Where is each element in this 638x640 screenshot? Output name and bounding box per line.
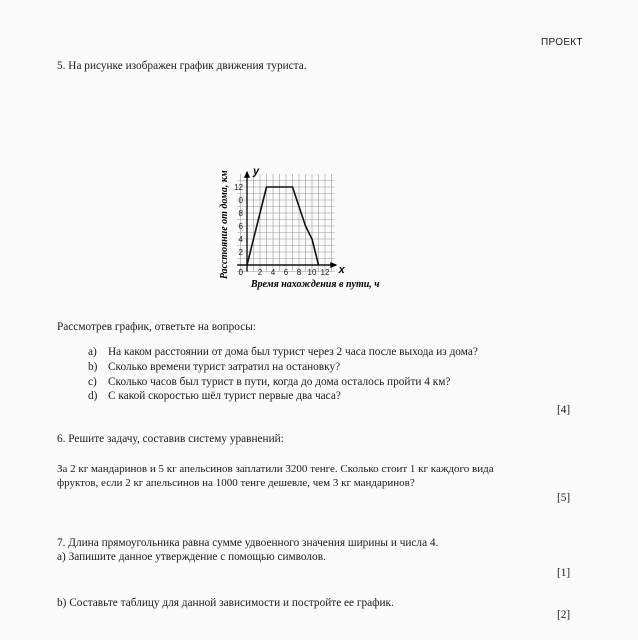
y-tick-label: 12 xyxy=(234,183,243,192)
y-tick-label: 6 xyxy=(238,222,243,231)
task5-title: 5. На рисунке изображен график движения туриста. xyxy=(57,60,307,72)
origin-label: 0 xyxy=(238,268,243,277)
y-tick-label: 8 xyxy=(238,209,243,218)
question-letter: a) xyxy=(88,346,97,358)
x-axis-letter: x xyxy=(338,264,345,276)
question-letter: c) xyxy=(88,375,97,388)
x-tick-label: 2 xyxy=(257,268,263,277)
task5-question-list xyxy=(88,345,478,404)
task7-part-b: b) Составьте таблицу для данной зависимости и постройте ее график. xyxy=(57,597,394,609)
question-letter: d) xyxy=(88,390,98,403)
y-axis-arrow xyxy=(244,171,250,178)
chart-svg xyxy=(190,82,440,297)
question-text: На каком расстоянии от дома был турист через 2 часа после выхода из дома? xyxy=(108,346,478,358)
chart-ticks xyxy=(234,183,330,277)
task6-title: 6. Решите задачу, составив систему уравнений: xyxy=(57,433,284,445)
task5-score: [4] xyxy=(557,404,571,416)
task7-score-a: [1] xyxy=(557,567,571,579)
chart-grid xyxy=(237,174,335,272)
question-item xyxy=(88,375,478,390)
chart-axes xyxy=(237,171,337,272)
y-tick-label: 4 xyxy=(238,235,243,244)
question-letter: b) xyxy=(88,360,98,373)
task7-score-b: [2] xyxy=(557,609,571,621)
question-item xyxy=(88,345,478,360)
x-tick-label: 8 xyxy=(296,268,302,277)
task6-body-line2: фруктов, если 2 кг апельсинов на 1000 тенге дешевле, чем 3 кг мандаринов? xyxy=(57,477,415,489)
x-tick-label: 4 xyxy=(270,268,276,277)
question-item xyxy=(88,360,478,375)
x-axis-arrow xyxy=(330,262,337,268)
task6-score: [5] xyxy=(557,492,571,504)
y-axis-label: Расстояние от дома, км xyxy=(219,170,230,280)
question-text: Сколько часов был турист в пути, когда до дома осталось пройти 4 км? xyxy=(108,375,451,388)
y-axis-letter: y xyxy=(253,165,260,178)
task7-part-a: а) Запишите данное утверждение с помощью символов. xyxy=(57,551,326,563)
x-tick-label: 10 xyxy=(307,268,317,277)
task7-title: 7. Длина прямоугольника равна сумме удвоенного значения ширины и числа 4. xyxy=(57,537,439,549)
y-tick-label: 0 xyxy=(238,196,243,205)
task5-prompt: Рассмотрев график, ответьте на вопросы: xyxy=(57,321,256,333)
tourist-motion-chart xyxy=(190,82,440,297)
x-tick-label: 12 xyxy=(320,268,330,277)
x-axis-label: Время нахождения в пути, ч xyxy=(250,279,380,290)
question-text: Сколько времени турист затратил на остановку? xyxy=(108,360,341,373)
project-label: ПРОЕКТ xyxy=(541,37,583,48)
question-item xyxy=(88,389,478,404)
task6-body-line1: За 2 кг мандаринов и 5 кг апельсинов заплатили 3200 тенге. Сколько стоит 1 кг каждого вида xyxy=(57,463,494,475)
x-tick-label: 6 xyxy=(283,268,289,277)
y-tick-label: 2 xyxy=(238,248,243,257)
question-text: С какой скоростью шёл турист первые два часа? xyxy=(108,390,341,403)
